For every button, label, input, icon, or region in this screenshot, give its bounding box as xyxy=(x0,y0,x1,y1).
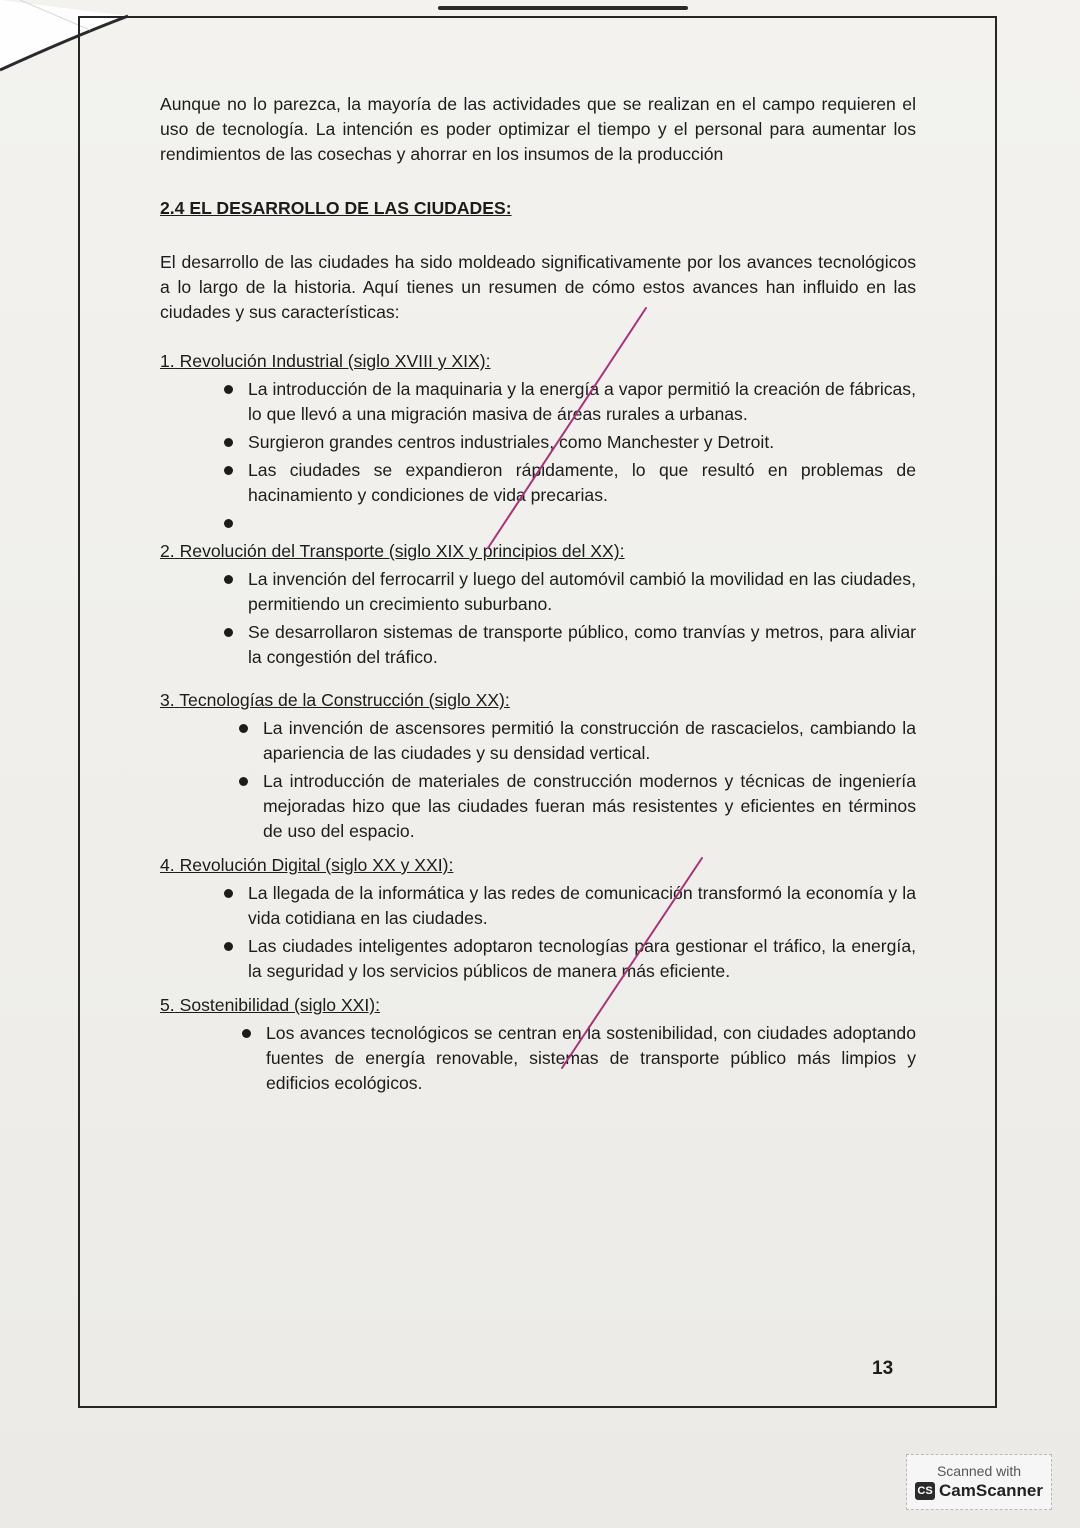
camscanner-watermark xyxy=(906,1454,1052,1510)
section-title: 2. Revolución del Transporte (siglo XIX y principios del XX): xyxy=(160,541,625,561)
list-item: Las ciudades se expandieron rápidamente, lo que resultó en problemas de hacinamiento y condiciones de vida precarias. xyxy=(160,458,916,508)
list-item: Surgieron grandes centros industriales, como Manchester y Detroit. xyxy=(160,430,916,455)
section-title: 1. Revolución Industrial (siglo XVIII y XIX): xyxy=(160,351,491,371)
body-paragraph: El desarrollo de las ciudades ha sido moldeado significativamente por los avances tecnológicos a lo largo de la historia. Aquí tienes un resumen de cómo estos avances han influido en las ciudades y sus características: xyxy=(160,252,916,322)
list-item: La llegada de la informática y las redes de comunicación transformó la economía y la vida cotidiana en las ciudades. xyxy=(160,881,916,931)
list-item: Las ciudades inteligentes adoptaron tecnologías para gestionar el tráfico, la energía, la seguridad y los servicios públicos de manera más eficiente. xyxy=(160,934,916,984)
section-title: 4. Revolución Digital (siglo XX y XXI): xyxy=(160,855,454,875)
intro-paragraph: Aunque no lo parezca, la mayoría de las actividades que se realizan en el campo requieren el uso de tecnología. La intención es poder optimizar el tiempo y el personal para aumentar los rendimientos de las cosechas y ahorrar en los insumos de la producción xyxy=(160,94,916,164)
pen-stroke-upper xyxy=(488,308,646,548)
pen-stroke-lower xyxy=(562,858,702,1068)
list-item: La invención de ascensores permitió la construcción de rascacielos, cambiando la apariencia de las ciudades y su densidad vertical. xyxy=(160,716,916,766)
scanned-with-text: Scanned with xyxy=(936,1463,1022,1479)
list-item: La invención del ferrocarril y luego del automóvil cambió la movilidad en las ciudades, permitiendo un crecimiento suburbano. xyxy=(160,567,916,617)
list-item: La introducción de la maquinaria y la energía a vapor permitió la creación de fábricas, lo que llevó a una migración masiva de áreas rurales a urbanas. xyxy=(160,377,916,427)
list-item: Los avances tecnológicos se centran en la sostenibilidad, con ciudades adoptando fuentes de energía renovable, sistemas de transporte público más limpios y edificios ecológicos. xyxy=(160,1021,916,1096)
section-heading: 2.4 EL DESARROLLO DE LAS CIUDADES: xyxy=(160,198,512,218)
brand-row xyxy=(907,1481,1051,1501)
section-title: 3. Tecnologías de la Construcción (siglo XX): xyxy=(160,690,510,710)
camscanner-logo-icon: CS xyxy=(915,1482,935,1500)
list-item: Se desarrollaron sistemas de transporte público, como tranvías y metros, para aliviar la congestión del tráfico. xyxy=(160,620,916,670)
list-item: La introducción de materiales de construcción modernos y técnicas de ingeniería mejoradas hizo que las ciudades fueran más resistentes y eficientes en términos de uso del espacio. xyxy=(160,769,916,844)
brand-name: CamScanner xyxy=(939,1481,1043,1500)
section-title: 5. Sostenibilidad (siglo XXI): xyxy=(160,995,381,1015)
page-number: 13 xyxy=(872,1358,894,1379)
